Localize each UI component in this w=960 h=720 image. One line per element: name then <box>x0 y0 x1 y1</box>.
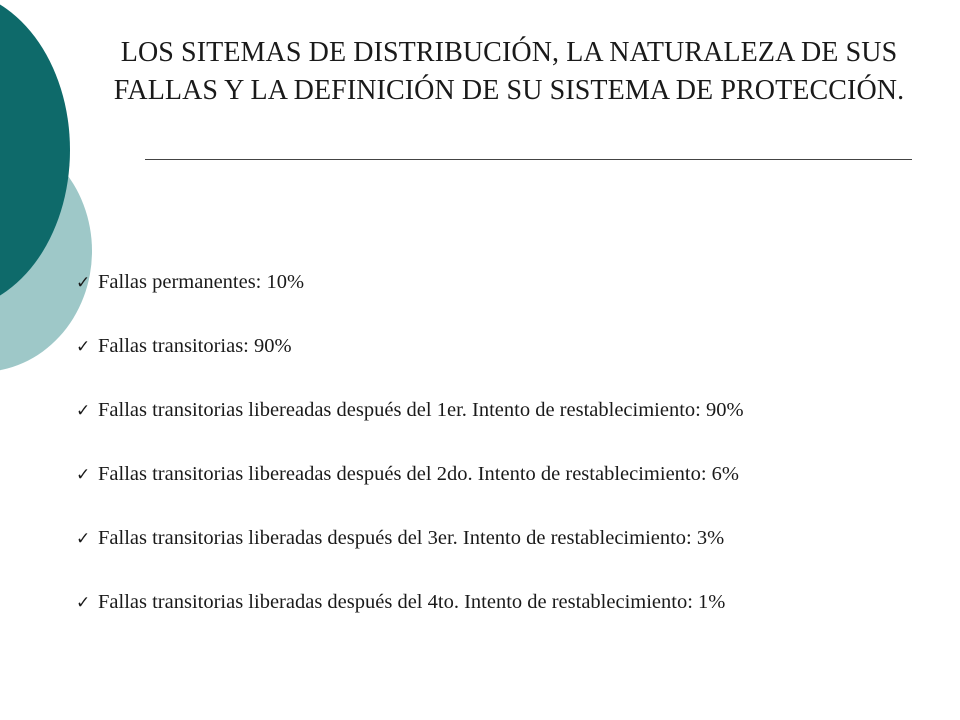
checkmark-icon: ✓ <box>76 401 91 421</box>
bullet-item <box>76 326 744 390</box>
bullet-item <box>76 582 744 646</box>
checkmark-icon: ✓ <box>76 273 91 293</box>
checkmark-icon: ✓ <box>76 529 91 549</box>
bullet-item <box>76 518 744 582</box>
bullet-item <box>76 390 744 454</box>
bullet-text: Fallas transitorias libereadas después del 1er. Intento de restablecimiento: 90% <box>98 399 744 421</box>
bullet-item <box>76 262 744 326</box>
bullet-text: Fallas permanentes: 10% <box>98 271 305 293</box>
title-divider <box>145 159 912 160</box>
bullet-text: Fallas transitorias liberadas después del 3er. Intento de restablecimiento: 3% <box>98 527 725 549</box>
bullet-text: Fallas transitorias liberadas después del 4to. Intento de restablecimiento: 1% <box>98 591 726 613</box>
checkmark-icon: ✓ <box>76 465 91 485</box>
bullet-list <box>76 262 744 646</box>
slide-title: LOS SITEMAS DE DISTRIBUCIÓN, LA NATURALEZA DE SUS FALLAS Y LA DEFINICIÓN DE SU SISTEMA DE PROTECCIÓN. <box>113 37 905 106</box>
checkmark-icon: ✓ <box>76 593 91 613</box>
bullet-text: Fallas transitorias libereadas después del 2do. Intento de restablecimiento: 6% <box>98 463 740 485</box>
bullet-item <box>76 454 744 518</box>
checkmark-icon: ✓ <box>76 337 91 357</box>
bullet-text: Fallas transitorias: 90% <box>98 335 292 357</box>
